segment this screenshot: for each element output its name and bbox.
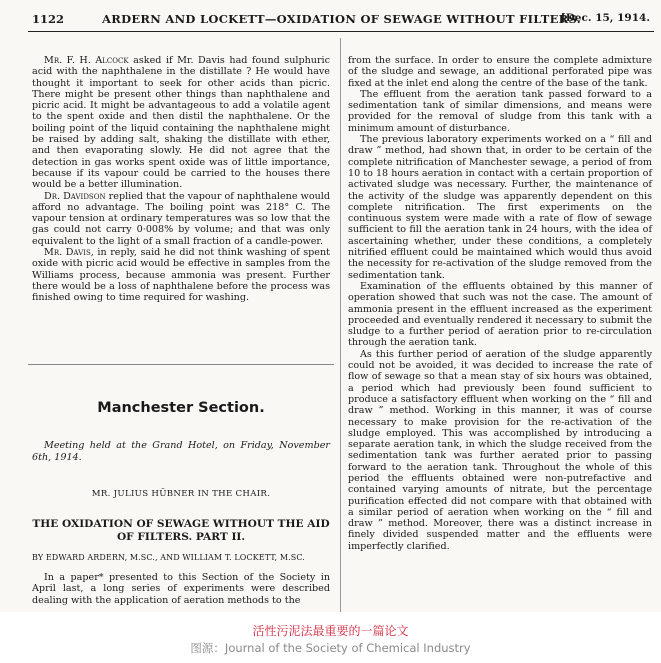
speaker-name: Mr. F. H. Alcock <box>44 55 129 66</box>
section-heading: Manchester Section. <box>97 400 265 416</box>
image-source: 图源：Journal of the Society of Chemical Industry <box>190 641 471 655</box>
speaker-name: Dr. Davidson <box>44 190 106 202</box>
body-paragraph: The previous laboratory experiments worked on a “ fill and draw ” method, had shown that, in order to be certain of the complete nitrification of Manchester sewage, a period of from 10 to 18 hours aeration in contact with a certain proportion of activated sludge was necessary. Further, the maintenance of the activity of the sludge was apparently dependent on this complete nitrification. The first experiments on the continuous system were made with a rate of flow of sewage sufficient to fill the aeration tank in 24 hours, with the idea of ascertaining whether, under these conditions, a completely nitrified effluent could be maintained which would thus avoid the necessity for re-activation of the sludge removed from the sedimentation tank. <box>348 134 652 281</box>
section-rule <box>28 364 334 365</box>
paragraph-text: , in reply, said he did not think washing of spent oxide with picric acid would be effective in samples from the Williams process, because ammonia was present. Further there would be a loss of naphthalene before the process was finished owing to time required for washing. <box>32 247 330 304</box>
intro-paragraph: In a paper* presented to this Section of the Society in April last, a long series of experiments were described dealing with the application of aeration methods to the <box>32 572 330 606</box>
speaker-name: Mr. Davis <box>44 247 91 259</box>
column-divider <box>340 38 341 612</box>
discussion-paragraph <box>32 191 330 247</box>
running-title: ARDERN AND LOCKETT—OXIDATION OF SEWAGE WITHOUT FILTERS. <box>102 12 582 26</box>
discussion-paragraph <box>32 55 330 191</box>
paragraph-text: replied that the vapour of naphthalene would afford no advantage. The boiling point was 218° C. The vapour tension at ordinary temperatures was so low that the gas could not carry 0·008% by volume; and that was only equivalent to the light of a small fraction of a candle-power. <box>32 190 330 247</box>
article-title: THE OXIDATION OF SEWAGE WITHOUT THE AID OF FILTERS. PART II. <box>32 518 330 543</box>
chair-line: MR. JULIUS HÜBNER IN THE CHAIR. <box>91 489 271 499</box>
image-caption: 活性污泥法最重要的一篇论文 <box>252 624 409 638</box>
body-paragraph: from the surface. In order to ensure the complete admixture of the sludge and sewage, an additional perforated pipe was fixed at the inlet end along the centre of the base of the tank. <box>348 55 652 89</box>
body-paragraph: Examination of the effluents obtained by this manner of operation showed that such was not the case. The amount of ammonia present in the effluent increased as the experiment proceeded and eventually rendered it necessary to submit the sludge to a further period of aeration prior to re-circulation through the aeration tank. <box>348 280 652 349</box>
body-paragraph: The effluent from the aeration tank passed forward to a sedimentation tank of similar dimensions, and means were provided for the removal of sludge from this tank with a minimum amount of disturbance. <box>348 88 652 134</box>
meeting-note: Meeting held at the Grand Hotel, on Friday, November 6th, 1914. <box>32 440 330 463</box>
article-body <box>348 55 652 552</box>
discussion-text <box>32 55 330 304</box>
paragraph-text: asked if Mr. Davis had found sulphuric acid with the naphthalene in the distillate ? He would have thought it important to seek for other acids than picric. There might be present other things than naphthalene and picric acid. It might be advantageous to add a volatile agent to the spent oxide and then distil the naphthalene. Or the boiling point of the liquid containing the naphthalene might be raised by adding salt, shaking the distillate with ether, and then evaporating slowly. He did not agree that the detection in gas works spent oxide was of little importance, because if its vapour could be carried to the houses there would be a better illumination. <box>32 55 331 191</box>
issue-date: [Dec. 15, 1914. <box>560 12 650 24</box>
discussion-paragraph <box>32 247 330 303</box>
byline: BY EDWARD ARDERN, M.SC., AND WILLIAM T. LOCKETT, M.SC. <box>32 553 305 562</box>
header-rule <box>28 31 654 32</box>
article-intro <box>32 572 330 606</box>
running-header <box>32 10 650 30</box>
page-number: 1122 <box>32 12 65 26</box>
body-paragraph: As this further period of aeration of the sludge apparently could not be avoided, it was decided to increase the rate of flow of sewage so that a mean stay of six hours was obtained, a period which had previously been found sufficient to produce a satisfactory effluent when working on the “ fill and draw ” method. Working in this manner, it was of course necessary to make provision for the re-activation of the sludge employed. This was accomplished by introducing a separate aeration tank, in which the sludge received from the sedimentation tank was further aerated prior to passing forward to the aeration tank. Throughout the whole of this period the effluents obtained were non-putrefactive and contained varying amounts of nitrate, but the percentage purification effected did not compare with that obtained with a similar period of aeration when working on the “ fill and draw ” method. Moreover, there was a distinct increase in finely divided suspended matter and the effluents were imperfectly clarified. <box>348 348 652 552</box>
